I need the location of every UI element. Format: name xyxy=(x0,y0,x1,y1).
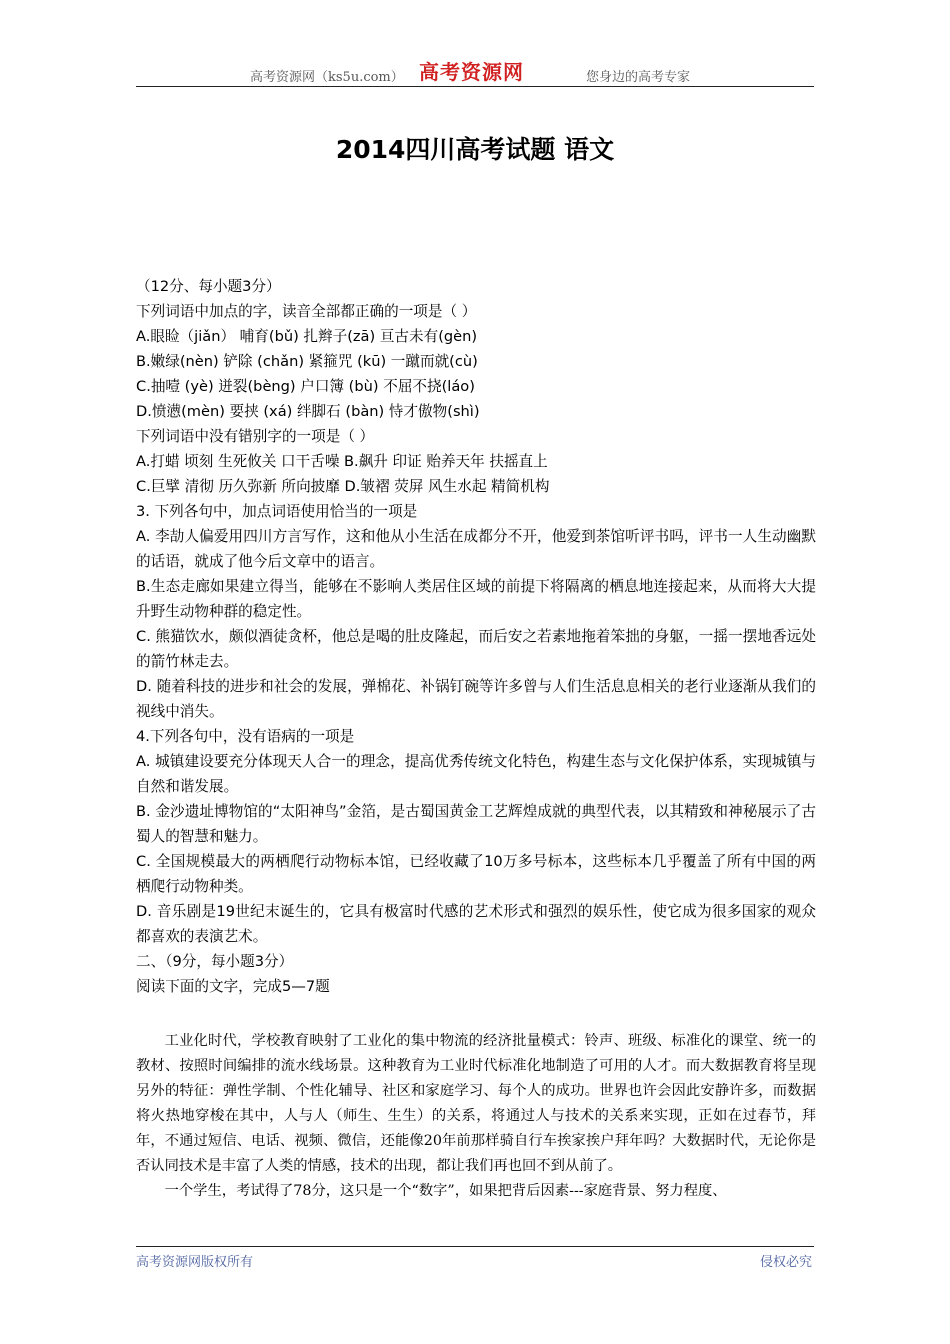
question-4-stem: 4.下列各句中，没有语病的一项是 xyxy=(136,728,355,745)
spacer xyxy=(136,999,816,1029)
passage-paragraph-1: 工业化时代，学校教育映射了工业化的集中物流的经济批量模式：铃声、班级、标准化的课堂、统一的教材、按照时间编排的流水线场景。这种教育为工业时代标准化地制造了可用的人才。而大数据教育将呈现另外的特征：弹性学制、个性化辅导、社区和家庭学习、每个人的成功。世界也许会因此安静许多，而数据将火热地穿梭在其中，人与人（师生、生生）的关系，将通过人与技术的关系来实现，正如在过春节，拜年，不通过短信、电话、视频、微信，还能像20年前那样骑自行车挨家挨户拜年吗？大数据时代，无论你是否认同技术是丰富了人类的情感，技术的出现，都让我们再也回不到从前了。 xyxy=(136,1033,816,1174)
question-1-option-a: A.眼睑（jiǎn） 哺育(bǔ) 扎辫子(zā) 亘古未有(gèn) xyxy=(136,328,478,345)
question-1-option-c: C.抽噎 (yè) 迸裂(bèng) 户口簿 (bù) 不屈不挠(láo) xyxy=(136,378,475,395)
page-title: 2014四川高考试题 语文 xyxy=(335,135,615,164)
question-1-option-b: B.嫩绿(nèn) 铲除 (chǎn) 紧箍咒 (kū) 一蹴而就(cù) xyxy=(136,353,478,370)
footer-rights-notice: 侵权必究 xyxy=(759,1255,812,1270)
question-4-option-b: B. 金沙遗址博物馆的“太阳神鸟”金箔，是古蜀国黄金工艺辉煌成就的典型代表，以其精致和神秘展示了古蜀人的智慧和魅力。 xyxy=(136,803,816,845)
header-slogan: 您身边的高考专家 xyxy=(586,70,691,85)
question-4-option-d: D. 音乐剧是19世纪末诞生的，它具有极富时代感的艺术形式和强烈的娱乐性，使它成为很多国家的观众都喜欢的表演艺术。 xyxy=(136,903,816,945)
question-1-option-d: D.愤懑(mèn) 要挟 (xá) 绊脚石 (bàn) 恃才傲物(shì) xyxy=(136,403,480,420)
question-2-stem: 下列词语中没有错别字的一项是（ ） xyxy=(136,428,375,445)
document-body xyxy=(136,274,816,1204)
question-3-option-d: D. 随着科技的进步和社会的发展，弹棉花、补锅钉碗等许多曾与人们生活息息相关的老行业逐渐从我们的视线中消失。 xyxy=(136,678,816,720)
question-3-stem: 3. 下列各句中，加点词语使用恰当的一项是 xyxy=(136,503,418,520)
question-2-options-cd: C.巨擘 清彻 历久弥新 所向披靡 D.皱褶 荧屏 风生水起 精简机构 xyxy=(136,478,550,495)
question-3-option-c: C. 熊猫饮水，颇似酒徒贪杯，他总是喝的肚皮隆起，而后安之若素地拖着笨拙的身躯，一摇一摆地香远处的箭竹林走去。 xyxy=(136,628,816,670)
reading-instruction: 阅读下面的文字，完成5—7题 xyxy=(136,978,330,995)
question-3-option-b: B.生态走廊如果建立得当，能够在不影响人类居住区域的前提下将隔离的栖息地连接起来，从而将大大提升野生动物种群的稳定性。 xyxy=(136,578,816,620)
question-3-option-a: A. 李劼人偏爱用四川方言写作，这和他从小生活在成都分不开，他爱到茶馆听评书吗，评书一人生动幽默的话语，就成了他今后文章中的语言。 xyxy=(136,528,816,570)
question-1-stem: 下列词语中加点的字，读音全部都正确的一项是（ ） xyxy=(136,303,477,320)
page-header xyxy=(136,60,814,87)
footer-copyright: 高考资源网版权所有 xyxy=(136,1255,254,1270)
question-4-option-c: C. 全国规模最大的两栖爬行动物标本馆，已经收藏了10万多号标本，这些标本几乎覆盖了所有中国的两栖爬行动物种类。 xyxy=(136,853,816,895)
header-logo: 高考资源网 xyxy=(419,60,524,84)
question-4-option-a: A. 城镇建设要充分体现天人合一的理念，提高优秀传统文化特色，构建生态与文化保护体系，实现城镇与自然和谐发展。 xyxy=(136,753,816,795)
question-2-options-ab: A.打蜡 顷刻 生死攸关 口干舌噪 B.飙升 印证 贻养天年 扶摇直上 xyxy=(136,453,548,470)
section-two-heading: 二、（9分，每小题3分） xyxy=(136,953,294,970)
passage-paragraph-2: 一个学生，考试得了78分，这只是一个“数字”，如果把背后因素---家庭背景、努力程度、 xyxy=(164,1183,727,1199)
section-one-heading: （12分、每小题3分） xyxy=(136,278,281,295)
page-footer xyxy=(136,1246,814,1271)
header-site-name: 高考资源网（ks5u.com） xyxy=(250,70,404,85)
